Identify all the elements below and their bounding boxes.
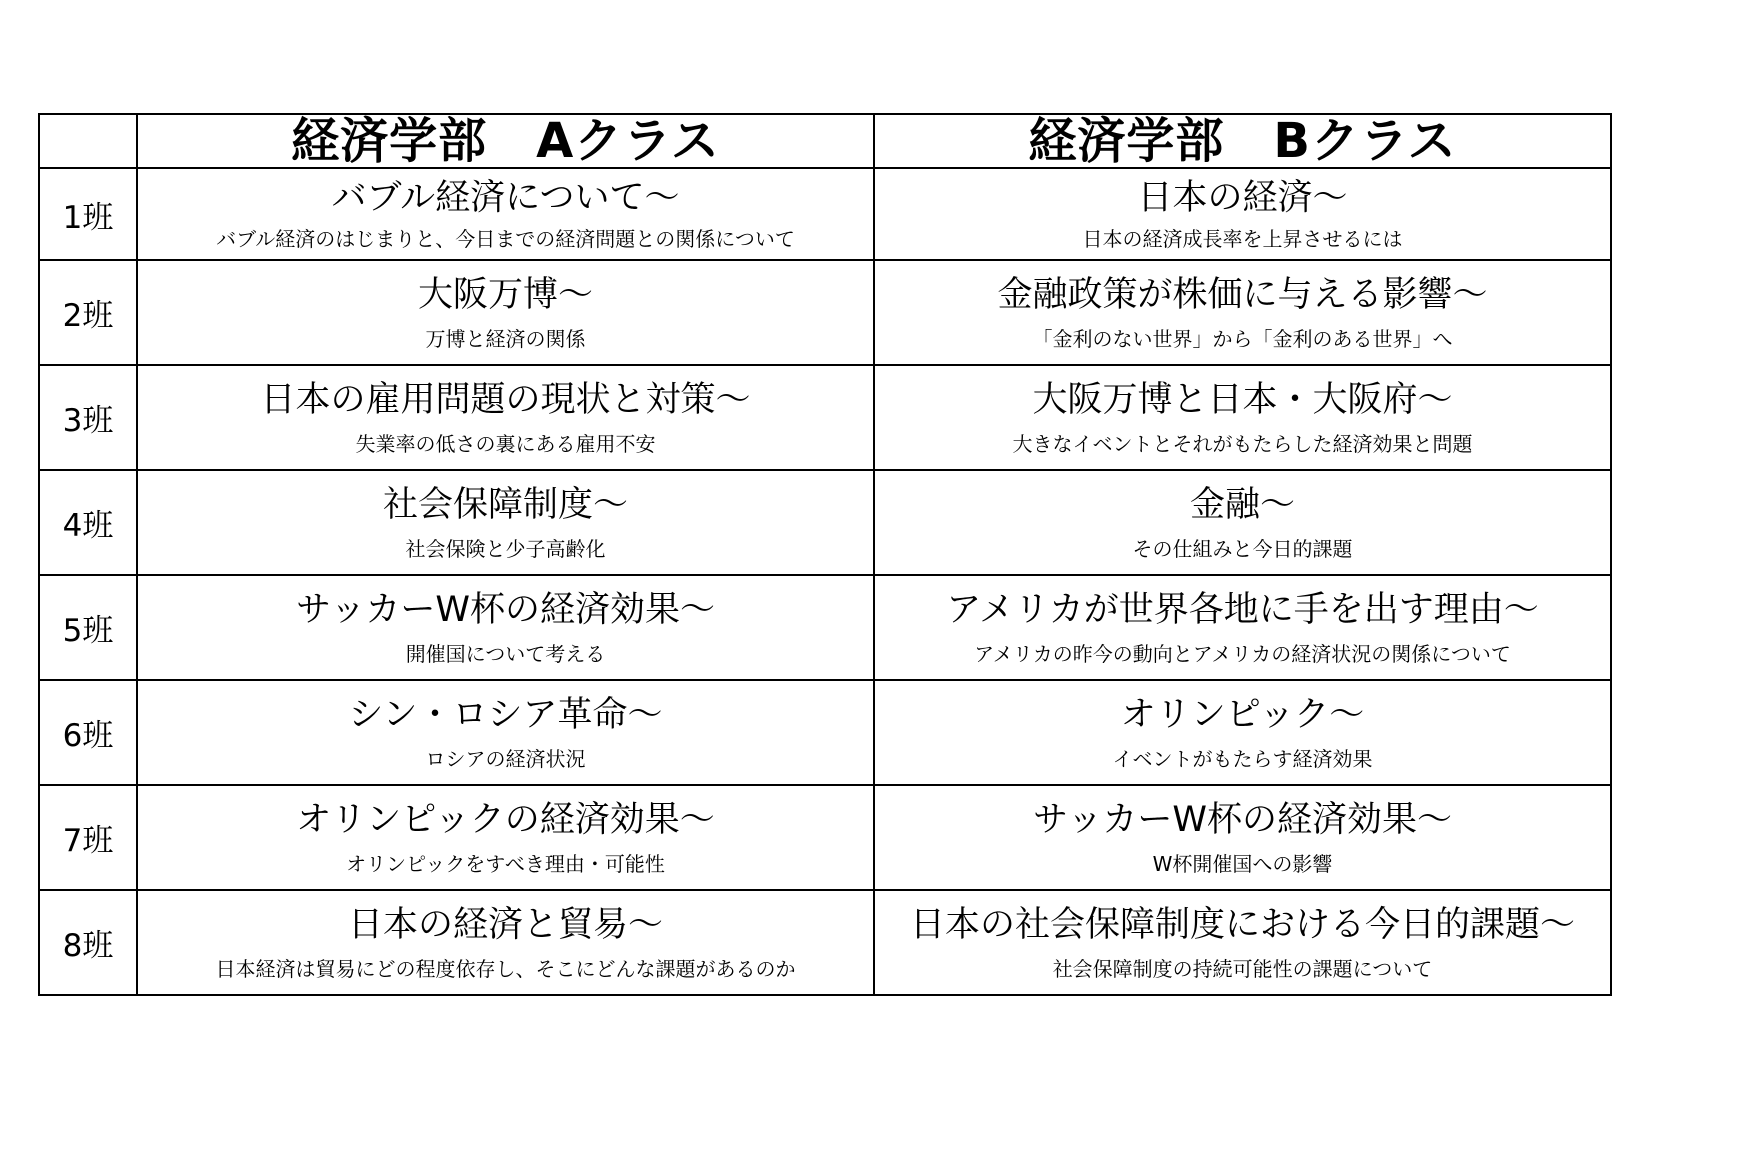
topic-title: 社会保障制度～ (382, 484, 628, 525)
topic-subtitle: 日本の経済成長率を上昇させるには (1082, 226, 1403, 251)
topic-subtitle: 万博と経済の関係 (425, 327, 586, 352)
class-b-topic (874, 680, 1611, 785)
topic-subtitle: オリンピックをすべき理由・可能性 (346, 852, 665, 877)
group-row-5 (39, 575, 1611, 680)
class-a-topic (137, 890, 874, 995)
topic-title: アメリカが世界各地に手を出す理由～ (946, 589, 1539, 630)
topic-title: サッカーW杯の経済効果～ (1033, 799, 1452, 840)
group-row-6 (39, 680, 1611, 785)
class-b-topic (874, 470, 1611, 575)
topic-subtitle: イベントがもたらす経済効果 (1112, 747, 1373, 772)
group-label: 5班 (39, 575, 137, 680)
group-label: 8班 (39, 890, 137, 995)
topic-subtitle: アメリカの昨今の動向とアメリカの経済状況の関係について (974, 642, 1511, 667)
topic-title: 日本の雇用問題の現状と対策～ (260, 379, 751, 420)
topic-title: オリンピック～ (1120, 694, 1365, 735)
group-row-2 (39, 260, 1611, 365)
class-b-topic (874, 168, 1611, 260)
group-row-1 (39, 168, 1611, 260)
group-label: 7班 (39, 785, 137, 890)
topic-title: 金融～ (1189, 484, 1295, 525)
topic-subtitle: 大きなイベントとそれがもたらした経済効果と問題 (1012, 432, 1473, 457)
header-row (39, 114, 1611, 168)
class-a-topic (137, 260, 874, 365)
class-b-header: 経済学部 Bクラス (874, 114, 1611, 168)
topic-title: バブル経済について～ (331, 178, 680, 219)
class-a-topic (137, 785, 874, 890)
topic-subtitle: 失業率の低さの裏にある雇用不安 (355, 432, 656, 457)
topic-subtitle: W杯開催国への影響 (1152, 852, 1333, 877)
group-label: 3班 (39, 365, 137, 470)
topic-title: 日本の経済～ (1137, 178, 1348, 219)
class-a-topic (137, 575, 874, 680)
topic-table (38, 113, 1612, 996)
topic-title: 大阪万博と日本・大阪府～ (1032, 379, 1453, 420)
class-b-topic (874, 365, 1611, 470)
class-b-topic (874, 785, 1611, 890)
group-label: 1班 (39, 168, 137, 260)
topic-subtitle: ロシアの経済状況 (425, 747, 586, 772)
topic-title: オリンピックの経済効果～ (296, 799, 715, 840)
class-a-header: 経済学部 Aクラス (137, 114, 874, 168)
topic-title: シン・ロシア革命～ (348, 694, 663, 735)
topic-subtitle: バブル経済のはじまりと、今日までの経済問題との関係について (216, 226, 795, 251)
class-b-topic (874, 890, 1611, 995)
class-a-topic (137, 168, 874, 260)
group-row-4 (39, 470, 1611, 575)
group-row-7 (39, 785, 1611, 890)
topic-subtitle: 開催国について考える (405, 642, 606, 667)
class-a-topic (137, 680, 874, 785)
class-a-topic (137, 470, 874, 575)
class-a-topic (137, 365, 874, 470)
topic-subtitle: 日本経済は貿易にどの程度依存し、そこにどんな課題があるのか (215, 957, 796, 982)
topic-subtitle: 社会保障制度の持続可能性の課題について (1052, 957, 1433, 982)
topic-title: 日本の社会保障制度における今日的課題～ (909, 904, 1575, 945)
group-row-3 (39, 365, 1611, 470)
topic-title: 日本の経済と貿易～ (347, 904, 663, 945)
topic-subtitle: 「金利のない世界」から「金利のある世界」へ (1032, 327, 1453, 352)
topic-subtitle: 社会保険と少子高齢化 (405, 537, 606, 562)
group-label: 4班 (39, 470, 137, 575)
corner-cell (39, 114, 137, 168)
topic-title: 大阪万博～ (417, 274, 593, 315)
topic-title: サッカーW杯の経済効果～ (296, 589, 715, 630)
topic-subtitle: その仕組みと今日的課題 (1132, 537, 1353, 562)
class-b-topic (874, 260, 1611, 365)
group-label: 2班 (39, 260, 137, 365)
group-label: 6班 (39, 680, 137, 785)
topic-title: 金融政策が株価に与える影響～ (997, 274, 1488, 315)
class-b-topic (874, 575, 1611, 680)
group-row-8 (39, 890, 1611, 995)
